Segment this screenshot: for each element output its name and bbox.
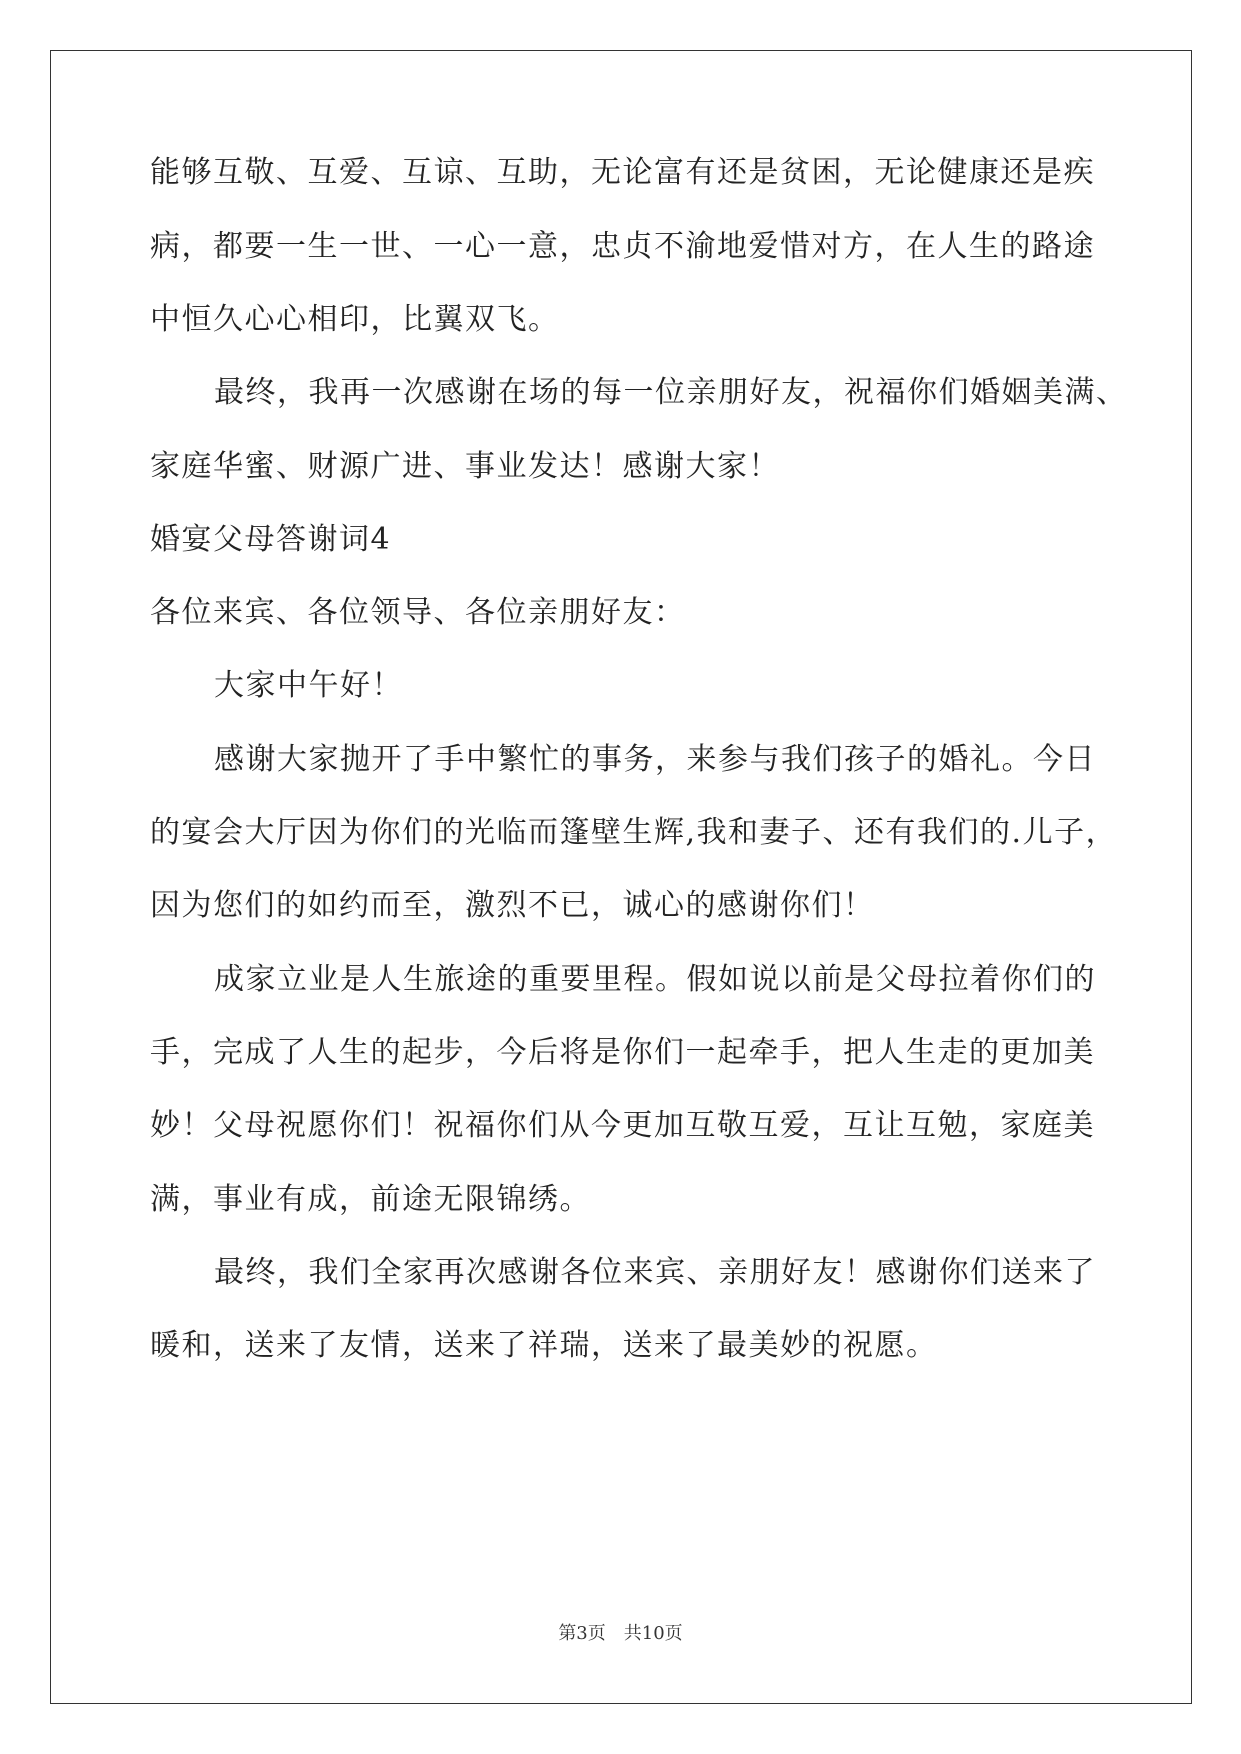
page-border bbox=[50, 50, 1192, 1704]
body-line: 家庭华蜜、财源广进、事业发达！感谢大家！ bbox=[150, 449, 780, 484]
body-line: 最终，我们全家再次感谢各位来宾、亲朋好友！感谢你们送来了 bbox=[214, 1255, 1096, 1290]
body-line: 手，完成了人生的起步，今后将是你们一起牵手，把人生走的更加美 bbox=[150, 1035, 1095, 1070]
body-line: 的宴会大厅因为你们的光临而篷壁生辉,我和妻子、还有我们的.儿子， bbox=[150, 815, 1118, 850]
body-line: 暖和，送来了友情，送来了祥瑞，送来了最美妙的祝愿。 bbox=[150, 1328, 938, 1363]
body-line: 感谢大家抛开了手中繁忙的事务，来参与我们孩子的婚礼。今日 bbox=[214, 742, 1096, 777]
body-line: 最终，我再一次感谢在场的每一位亲朋好友，祝福你们婚姻美满、 bbox=[214, 375, 1128, 410]
page-number: 第3页 共10页 bbox=[558, 1623, 683, 1644]
body-line: 因为您们的如约而至，激烈不已，诚心的感谢你们！ bbox=[150, 888, 875, 923]
body-line: 成家立业是人生旅途的重要里程。假如说以前是父母拉着你们的 bbox=[214, 962, 1096, 997]
body-line: 中恒久心心相印，比翼双飞。 bbox=[150, 302, 560, 337]
greeting: 大家中午好！ bbox=[214, 668, 403, 703]
body-line: 病，都要一生一世、一心一意，忠贞不渝地爱惜对方，在人生的路途 bbox=[150, 229, 1095, 264]
salutation: 各位来宾、各位领导、各位亲朋好友： bbox=[150, 595, 686, 630]
section-heading: 婚宴父母答谢词4 bbox=[150, 522, 392, 557]
body-line: 妙！父母祝愿你们！祝福你们从今更加互敬互爱，互让互勉，家庭美 bbox=[150, 1108, 1095, 1143]
body-line: 满，事业有成，前途无限锦绣。 bbox=[150, 1182, 591, 1217]
body-line: 能够互敬、互爱、互谅、互助，无论富有还是贫困，无论健康还是疾 bbox=[150, 155, 1095, 190]
